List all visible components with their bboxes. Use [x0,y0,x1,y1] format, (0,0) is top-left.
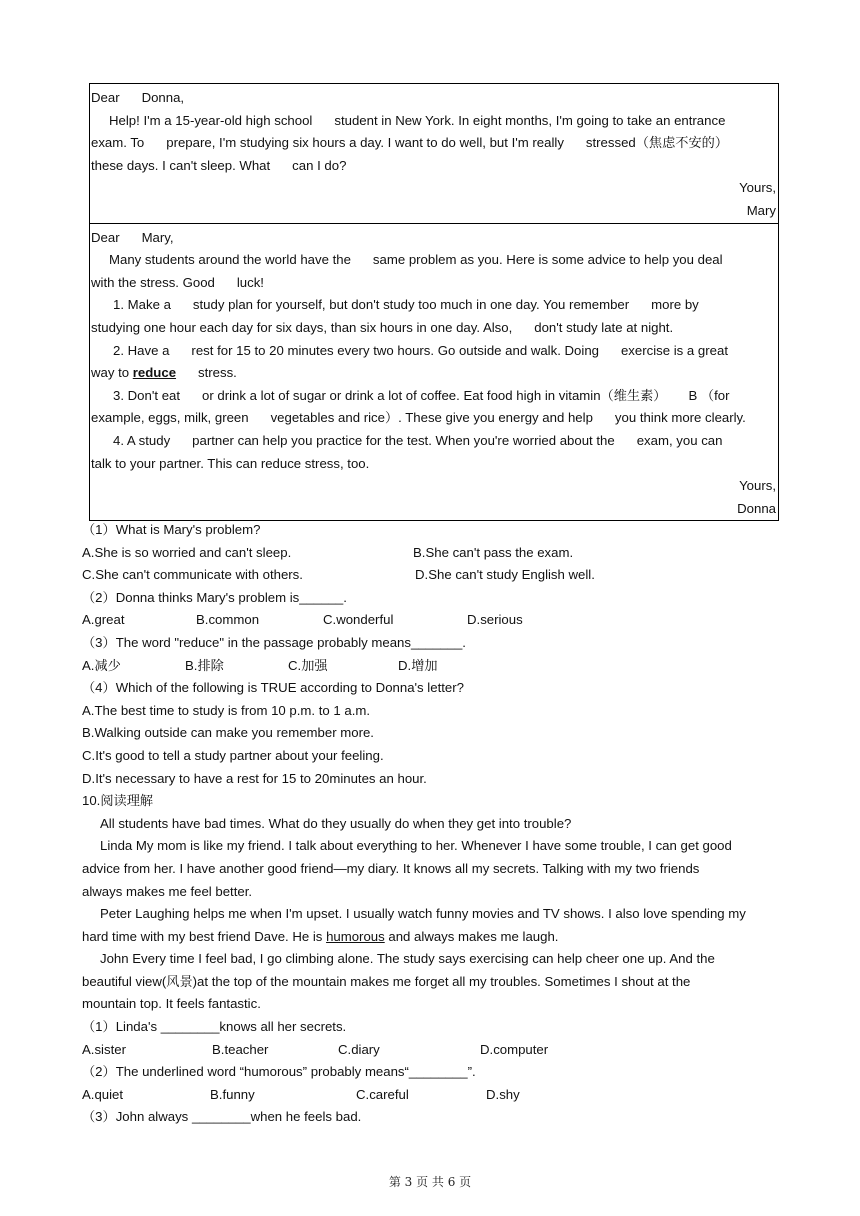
option-row [82,1084,782,1107]
passage-line: Peter Laughing helps me when I'm upset. I usually watch funny movies and TV shows. I also love spending my [100,906,746,922]
letter-greeting: Dear Mary, [91,229,174,245]
letter-line: these days. I can't sleep. What can I do? [91,157,347,173]
option: D.She can't study English well. [415,567,595,583]
passage-line: beautiful view(风景)at the top of the mountain makes me forget all my troubles. Sometimes I shout at the [82,973,691,989]
option: D.serious [467,612,523,628]
option: D.shy [486,1086,520,1102]
option: C.careful [356,1086,409,1102]
option: B.排除 [185,657,224,673]
option: A.The best time to study is from 10 p.m. to 1 a.m. [82,702,371,718]
passage-line: Linda My mom is like my friend. I talk about everything to her. Whenever I have some trouble, I can get good [100,838,732,854]
option: B.Walking outside can make you remember more. [82,725,374,741]
option: A.减少 [82,657,121,673]
letter-from-mary [90,84,778,223]
advice-line: 4. A study partner can help you practice for the test. When you're worried about the exam, you can [113,432,723,448]
passage-line: always makes me feel better. [82,883,253,899]
question: （1）What is Mary's problem? [82,522,261,537]
option: C.加强 [288,657,328,673]
letter-line: Many students around the world have the same problem as you. Here is some advice to help you deal [109,252,723,268]
letter-greeting: Dear Donna, [91,90,185,105]
section-heading: 10.阅读理解 [82,793,154,809]
option-row [82,1039,782,1062]
question: （4）Which of the following is TRUE according to Donna's letter? [82,680,464,696]
option: C.It's good to tell a study partner about your feeling. [82,747,384,763]
underlined-word-reduce: reduce [132,365,177,381]
option-row [82,542,782,565]
question: （2）The underlined word “humorous” probably means“________”. [82,1064,476,1080]
advice-line [91,362,776,385]
option-row [82,655,782,678]
passage-line: advice from her. I have another good friend—my diary. It knows all my secrets. Talking with my two friends [82,860,700,876]
option: A.She is so worried and can't sleep. [82,544,292,560]
letter-closing: Yours, [739,180,776,196]
text-fragment: and always makes me laugh. [384,928,559,944]
option: A.quiet [82,1086,124,1102]
passage-line: John Every time I feel bad, I go climbing alone. The study says exercising can help cheer one up. And the [100,951,715,967]
text-fragment: hard time with my best friend Dave. He is [82,928,327,944]
letter-signature: Donna [737,500,776,516]
option: D.增加 [398,657,438,673]
option: B.funny [210,1086,255,1102]
option: B.She can't pass the exam. [413,544,574,560]
option: A.great [82,612,125,628]
letter-line: Help! I'm a 15-year-old high school student in New York. In eight months, I'm going to take an entrance [109,112,726,128]
advice-line: 2. Have a rest for 15 to 20 minutes every two hours. Go outside and walk. Doing exercise is a great [113,342,728,358]
option: D.It's necessary to have a rest for 15 to 20minutes an hour. [82,770,427,786]
question: （3）John always ________when he feels bad. [82,1109,362,1125]
option: A.sister [82,1041,126,1057]
passage-line: All students have bad times. What do they usually do when they get into trouble? [100,815,572,831]
option: C.diary [338,1041,380,1057]
option-row [82,609,782,632]
letter-closing: Yours, [739,478,776,494]
letter-line: exam. To prepare, I'm studying six hours a day. I want to do well, but I'm really stressed（焦虑不安的） [91,135,729,151]
question: （1）Linda's ________knows all her secrets. [82,1019,347,1035]
advice-line: talk to your partner. This can reduce stress, too. [91,455,370,471]
passage-line: mountain top. It feels fantastic. [82,996,261,1012]
questions-area [82,519,782,1129]
underlined-word-humorous: humorous [326,928,385,944]
text-fragment: way to [91,365,133,381]
letters-table [89,83,779,521]
option: B.teacher [212,1041,269,1057]
option: C.wonderful [323,612,394,628]
question: （2）Donna thinks Mary's problem is______. [82,589,347,605]
letter-line: with the stress. Good luck! [91,274,264,290]
advice-line: 1. Make a study plan for yourself, but don't study too much in one day. You remember more by [113,297,699,313]
page-footer: 第 3 页 共 6 页 [388,1175,472,1189]
option: D.computer [480,1041,549,1057]
advice-line: 3. Don't eat or drink a lot of sugar or drink a lot of coffee. Eat food high in vitamin（维生素） B （for [113,387,730,403]
option: B.common [196,612,260,628]
option-row [82,564,782,587]
option: C.She can't communicate with others. [82,567,303,583]
passage-line [82,926,782,949]
letter-from-donna [90,223,778,521]
question: （3）The word "reduce" in the passage probably means_______. [82,634,466,650]
advice-line: studying one hour each day for six days, than six hours in one day. Also, don't study late at night. [91,319,674,335]
text-fragment: stress. [176,365,237,381]
letter-signature: Mary [746,202,776,218]
advice-line: example, eggs, milk, green vegetables and rice）. These give you energy and help you think more clearly. [91,410,746,426]
